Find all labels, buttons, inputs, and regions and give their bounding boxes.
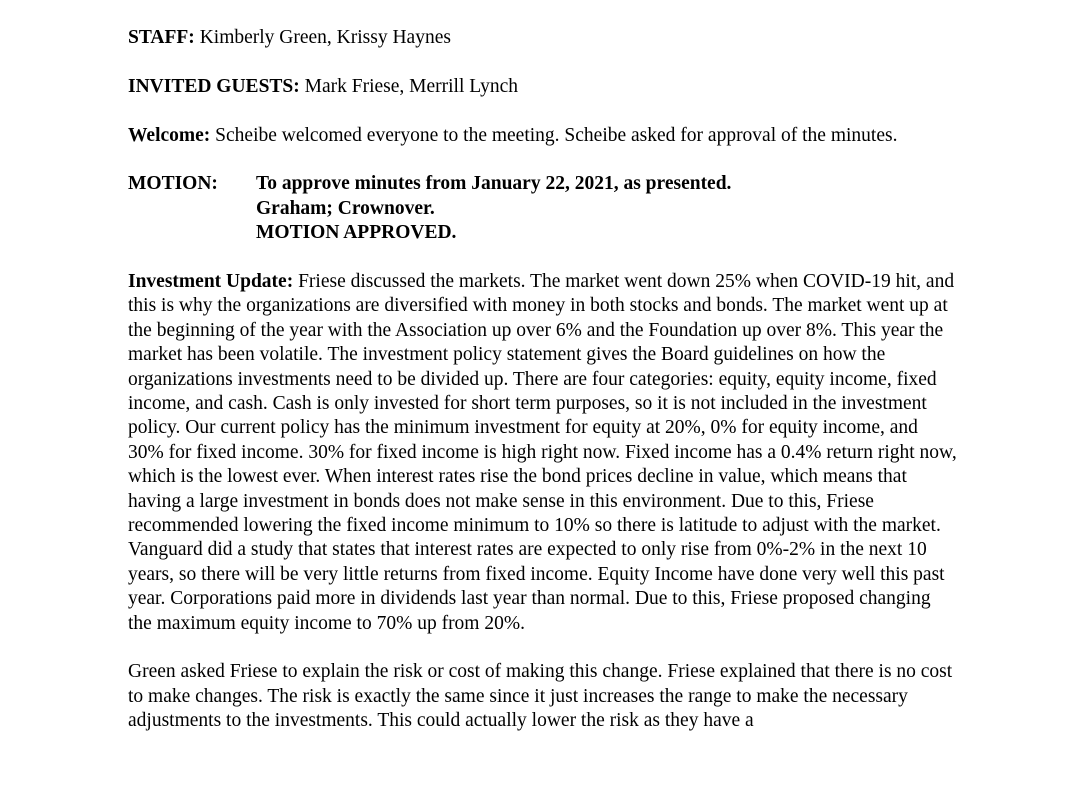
staff-names: Kimberly Green, Krissy Haynes: [194, 27, 451, 48]
motion-result: MOTION APPROVED.: [256, 222, 457, 244]
investment-label: Investment Update:: [128, 271, 294, 292]
staff-paragraph: [128, 26, 958, 50]
guests-paragraph: [128, 75, 958, 99]
welcome-paragraph: [128, 124, 958, 148]
motion-text: To approve minutes from January 22, 2021, as presented.: [256, 173, 732, 195]
staff-label: STAFF:: [128, 27, 195, 48]
green-text: Green asked Friese to explain the risk or cost of making this change. Friese explained that there is no cost to make changes. The risk is exactly the same since it just increases the range to make the necessary adjustments to the investments. This could actually lower the risk as they have a: [128, 661, 953, 732]
guests-label: INVITED GUESTS:: [128, 75, 300, 97]
guests-names: Mark Friese, Merrill Lynch: [299, 75, 519, 97]
welcome-label: Welcome:: [128, 124, 211, 146]
minutes-document: [128, 26, 958, 734]
welcome-text: Scheibe welcomed everyone to the meeting. Scheibe asked for approval of the minutes.: [210, 124, 898, 146]
investment-paragraph: [128, 270, 958, 636]
motion-body: [256, 172, 731, 245]
green-paragraph: [128, 660, 958, 733]
motion-label: MOTION:: [128, 173, 218, 195]
motion-block: [128, 172, 958, 245]
motion-movers: Graham; Crownover.: [256, 197, 435, 219]
investment-text: Friese discussed the markets. The market went down 25% when COVID-19 hit, and this is why the organizations are diversified with money in both stocks and bonds. The market went up at the beginning of the year with the Association up over 6% and the Foundation up over 8%. This year the market has been volatile. The investment policy statement gives the Board guidelines on how the organizations investments need to be divided up. There are four categories: equity, equity income, fixed income, and cash. Cash is only invested for short term purposes, so it is not included in the investment policy. Our current policy has the minimum investment for equity at 20%, 0% for equity income, and 30% for fixed income. 30% for fixed income is high right now. Fixed income has a 0.4% return right now, which is the lowest ever. When interest rates rise the bond prices decline in value, which means that having a large investment in bonds does not make sense in this environment. Due to this, Friese recommended lowering the fixed income minimum to 10% so there is latitude to adjust with the market. Vanguard did a study that states that interest rates are expected to only rise from 0%-2% in the next 10 years, so there will be very little returns from fixed income. Equity Income have done very well this past year. Corporations paid more in dividends last year than normal. Due to this, Friese proposed changing the maximum equity income to 70% up from 20%.: [128, 271, 957, 634]
